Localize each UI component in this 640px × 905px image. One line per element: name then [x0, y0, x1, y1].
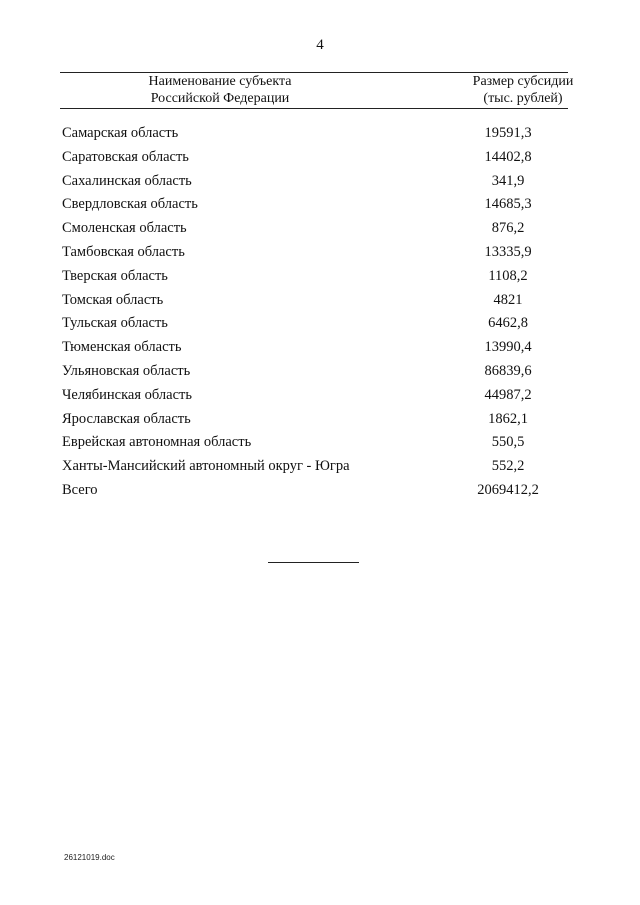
region-name: Челябинская область — [62, 386, 192, 403]
column-header-region-line2: Российской Федерации — [150, 91, 290, 106]
column-header-region-line1: Наименование субъекта — [148, 74, 292, 89]
subsidy-value: 86839,6 — [484, 362, 532, 379]
region-name: Тамбовская область — [62, 243, 185, 260]
closing-separator-line — [268, 562, 359, 563]
table-row — [62, 147, 562, 171]
table-body — [62, 123, 562, 504]
table-row — [62, 409, 562, 433]
subsidy-value: 341,9 — [491, 172, 525, 189]
region-name: Еврейская автономная область — [62, 434, 252, 451]
region-name: Смоленская область — [62, 220, 187, 237]
table-row — [62, 313, 562, 337]
table-row — [62, 194, 562, 218]
table-row — [62, 456, 562, 480]
table-row — [62, 290, 562, 314]
subsidy-value: 4821 — [493, 291, 523, 308]
region-name: Ульяновская область — [62, 362, 191, 379]
region-name: Тюменская область — [62, 339, 182, 356]
table-row — [62, 266, 562, 290]
subsidy-value: 1108,2 — [488, 267, 528, 284]
table-row — [62, 171, 562, 195]
subsidy-value: 14402,8 — [484, 148, 532, 165]
region-name: Томская область — [62, 291, 164, 308]
region-name: Сахалинская область — [62, 172, 192, 189]
region-name: Самарская область — [62, 125, 179, 141]
table-row — [62, 242, 562, 266]
page-number: 4 — [316, 37, 324, 53]
subsidy-value: 6462,8 — [488, 315, 528, 332]
table-row — [62, 432, 562, 456]
subsidy-value: 13990,4 — [484, 339, 532, 356]
column-header-region — [60, 73, 380, 107]
region-name: Свердловская область — [62, 196, 198, 213]
table-header — [60, 73, 574, 108]
table-row — [62, 385, 562, 409]
subsidy-value: 14685,3 — [484, 196, 532, 213]
region-name: Ханты-Мансийский автономный округ - Югра — [62, 458, 350, 475]
document-code: 26121019.doc — [64, 853, 115, 862]
region-name: Тверская область — [62, 267, 168, 284]
subsidy-value: 44987,2 — [484, 386, 532, 403]
table-row-total — [62, 480, 562, 504]
table-row — [62, 361, 562, 385]
region-name: Ярославская область — [62, 410, 191, 427]
region-name: Тульская область — [62, 315, 168, 332]
subsidy-value: 19591,3 — [484, 125, 532, 141]
subsidy-value: 552,2 — [491, 458, 525, 475]
subsidy-value: 550,5 — [491, 434, 525, 451]
total-label: Всего — [62, 481, 98, 498]
column-header-subsidy-line2: (тыс. рублей) — [483, 91, 563, 106]
table-row — [62, 123, 562, 147]
column-header-subsidy-line1: Размер субсидии — [472, 74, 574, 89]
table-row — [62, 337, 562, 361]
subsidy-value: 1862,1 — [488, 410, 528, 427]
column-header-subsidy — [448, 73, 598, 107]
table-header-bottom-rule — [60, 108, 568, 109]
table-row — [62, 218, 562, 242]
region-name: Саратовская область — [62, 148, 189, 165]
total-value: 2069412,2 — [477, 481, 539, 498]
subsidy-value: 876,2 — [491, 220, 525, 237]
subsidy-value: 13335,9 — [484, 243, 532, 260]
